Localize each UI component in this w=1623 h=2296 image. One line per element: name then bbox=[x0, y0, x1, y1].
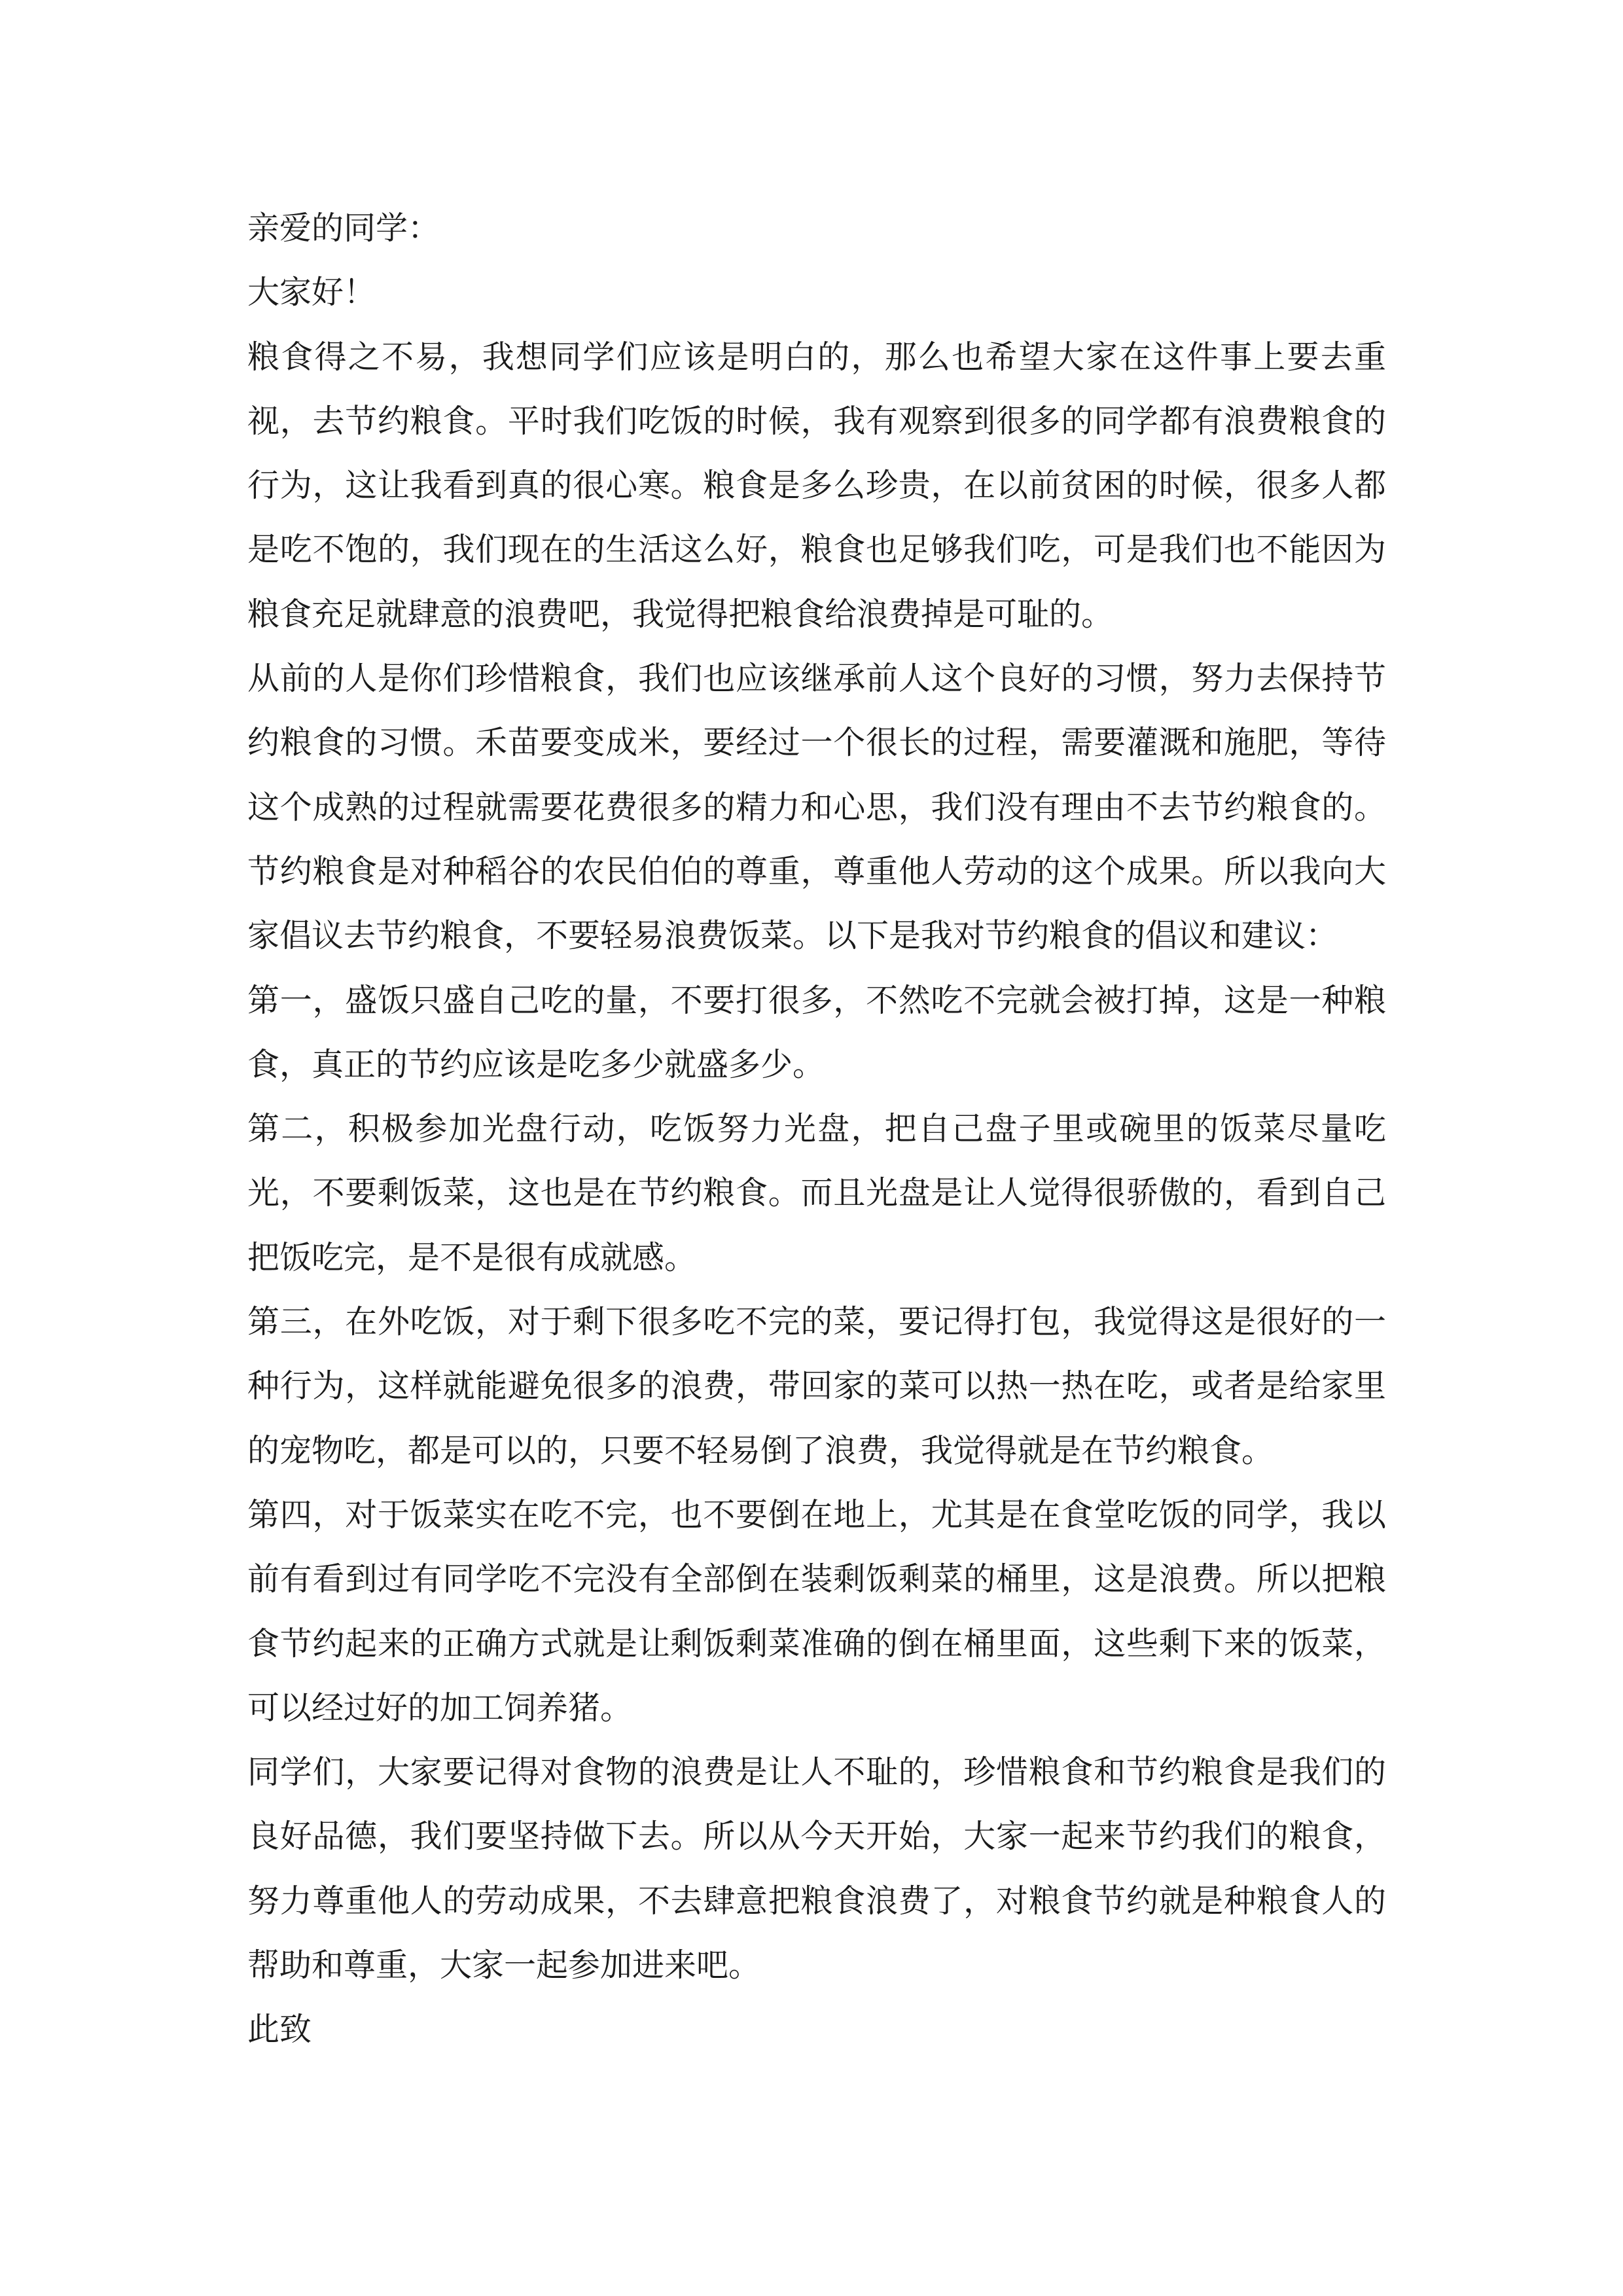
paragraph-intro: 粮食得之不易，我想同学们应该是明白的，那么也希望大家在这件事上要去重视，去节约粮食。平时我们吃饭的时候，我有观察到很多的同学都有浪费粮食的行为，这让我看到真的很心寒。粮食是多么珍贵，在以前贫困的时候，很多人都是吃不饱的，我们现在的生活这么好，粮食也足够我们吃，可是我们也不能因为粮食充足就肆意的浪费吧，我觉得把粮食给浪费掉是可耻的。 bbox=[247, 338, 1386, 633]
paragraph-point-4: 第四，对于饭菜实在吃不完，也不要倒在地上，尤其是在食堂吃饭的同学，我以前有看到过有同学吃不完没有全部倒在装剩饭剩菜的桶里，这是浪费。所以把粮食节约起来的正确方式就是让剩饭剩菜准确的倒在桶里面，这些剩下来的饭菜，可以经过好的加工饲养猪。 bbox=[247, 1496, 1386, 1727]
paragraph-conclusion: 同学们，大家要记得对食物的浪费是让人不耻的，珍惜粮食和节约粮食是我们的良好品德，我们要坚持做下去。所以从今天开始，大家一起来节约我们的粮食，努力尊重他人的劳动成果，不去肆意把粮食浪费了，对粮食节约就是种粮食人的帮助和尊重，大家一起参加进来吧。 bbox=[247, 1753, 1386, 1984]
closing: 此致 bbox=[247, 2011, 312, 2049]
paragraph-proposal: 从前的人是你们珍惜粮食，我们也应该继承前人这个良好的习惯，努力去保持节约粮食的习惯。禾苗要变成米，要经过一个很长的过程，需要灌溉和施肥，等待这个成熟的过程就需要花费很多的精力和心思，我们没有理由不去节约粮食的。节约粮食是对种稻谷的农民伯伯的尊重，尊重他人劳动的这个成果。所以我向大家倡议去节约粮食，不要轻易浪费饭菜。以下是我对节约粮食的倡议和建议： bbox=[247, 660, 1386, 955]
paragraph-point-3: 第三，在外吃饭，对于剩下很多吃不完的菜，要记得打包，我觉得这是很好的一种行为，这样就能避免很多的浪费，带回家的菜可以热一热在吃，或者是给家里的宠物吃，都是可以的，只要不轻易倒了浪费，我觉得就是在节约粮食。 bbox=[247, 1303, 1386, 1469]
letter-body bbox=[247, 196, 1386, 2062]
salutation: 亲爱的同学： bbox=[247, 209, 440, 247]
paragraph-point-2: 第二，积极参加光盘行动，吃饭努力光盘，把自己盘子里或碗里的饭菜尽量吃光，不要剩饭菜，这也是在节约粮食。而且光盘是让人觉得很骄傲的，看到自己把饭吃完，是不是很有成就感。 bbox=[247, 1110, 1386, 1276]
greeting: 大家好！ bbox=[247, 274, 376, 312]
paragraph-point-1: 第一，盛饭只盛自己吃的量，不要打很多，不然吃不完就会被打掉，这是一种粮食，真正的节约应该是吃多少就盛多少。 bbox=[247, 981, 1386, 1083]
